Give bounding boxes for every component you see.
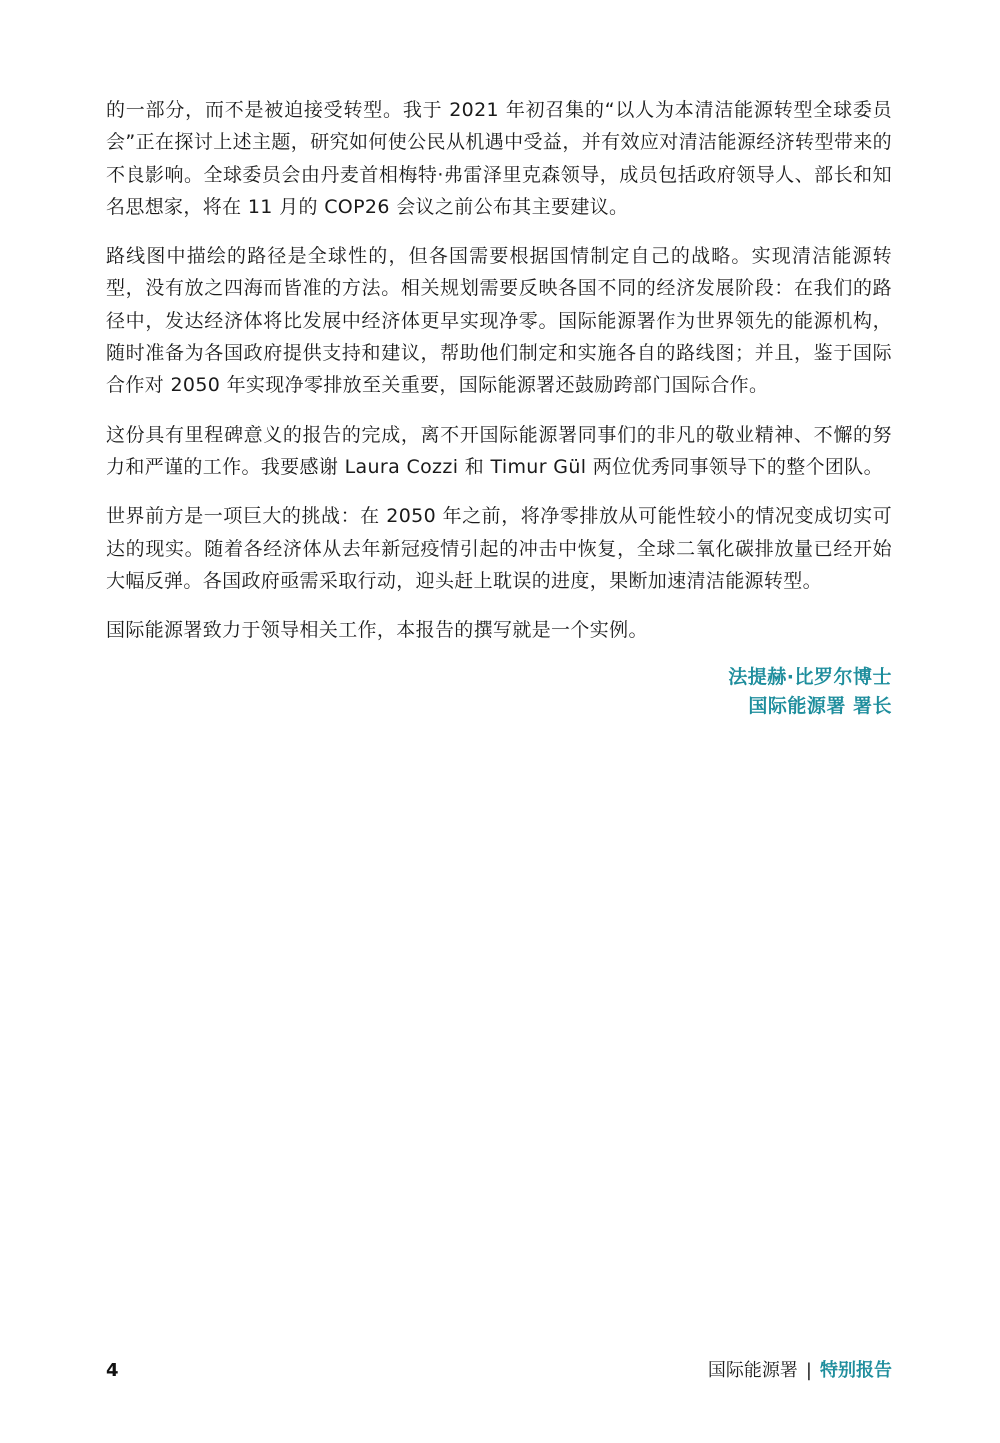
footer-organization: 国际能源署: [707, 1360, 798, 1381]
document-body: [106, 94, 892, 721]
body-paragraph-3: 这份具有里程碑意义的报告的完成，离不开国际能源署同事们的非凡的敬业精神、不懈的努力和严谨的工作。我要感谢 Laura Cozzi 和 Timur Gül 两位优秀同事领导下的整个团队。: [106, 423, 892, 478]
footer-separator: |: [805, 1360, 812, 1381]
body-paragraph-5: 国际能源署致力于领导相关工作，本报告的撰写就是一个实例。: [106, 619, 648, 642]
body-paragraph-4: 世界前方是一项巨大的挑战：在 2050 年之前，将净零排放从可能性较小的情况变成切实可达的现实。随着各经济体从去年新冠疫情引起的冲击中恢复，全球二氧化碳排放量已经开始大幅反弹。各国政府亟需采取行动，迎头赶上耽误的进度，果断加速清洁能源转型。: [106, 505, 892, 592]
body-paragraph-1: 的一部分，而不是被迫接受转型。我于 2021 年初召集的“以人为本清洁能源转型全球委员会”正在探讨上述主题，研究如何使公民从机遇中受益，并有效应对清洁能源经济转型带来的不良影响。全球委员会由丹麦首相梅特·弗雷泽里克森领导，成员包括政府领导人、部长和知名思想家，将在 11 月的 COP26 会议之前公布其主要建议。: [106, 99, 892, 218]
page-footer: [106, 1356, 892, 1386]
footer-report-type: 特别报告: [820, 1360, 892, 1381]
page-number: 4: [106, 1360, 119, 1381]
footer-publication: [708, 1356, 892, 1386]
signature-name: 法提赫·比罗尔博士: [728, 666, 892, 689]
signature-block: [106, 663, 892, 721]
body-paragraph-2: 路线图中描绘的路径是全球性的，但各国需要根据国情制定自己的战略。实现清洁能源转型，没有放之四海而皆准的方法。相关规划需要反映各国不同的经济发展阶段：在我们的路径中，发达经济体将比发展中经济体更早实现净零。国际能源署作为世界领先的能源机构，随时准备为各国政府提供支持和建议，帮助他们制定和实施各自的路线图；并且，鉴于国际合作对 2050 年实现净零排放至关重要，国际能源署还鼓励跨部门国际合作。: [106, 245, 892, 397]
signature-title: 国际能源署 署长: [748, 695, 892, 718]
